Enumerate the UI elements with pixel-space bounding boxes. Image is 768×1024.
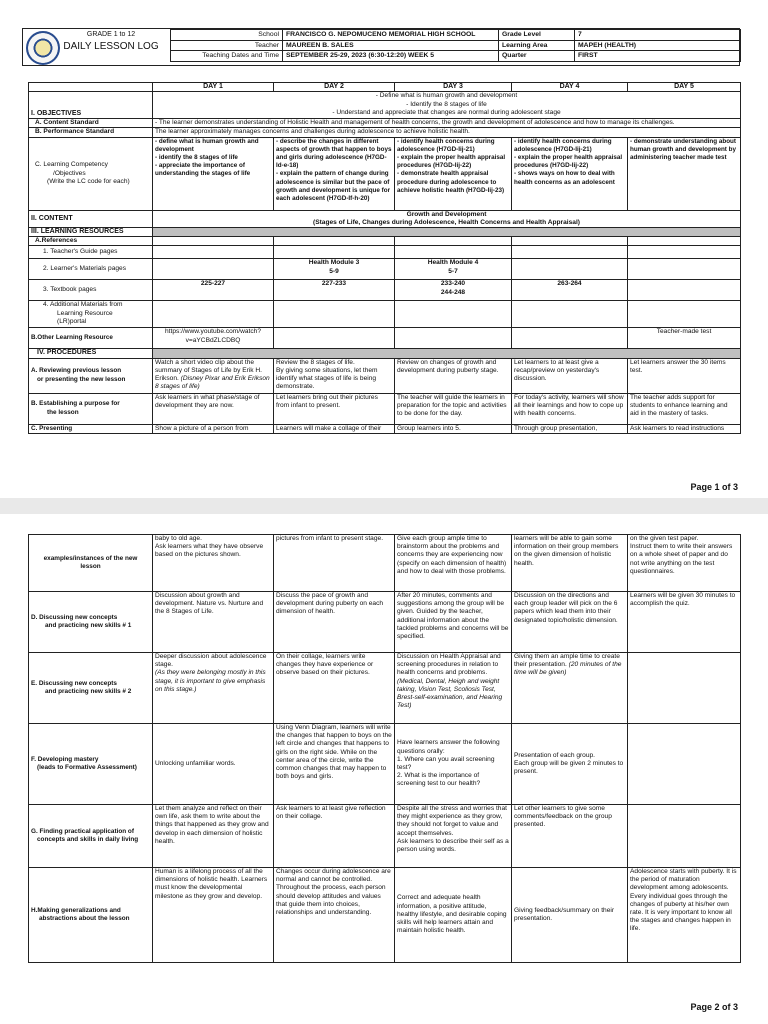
procedure-f-label-1: F. Developing mastery xyxy=(31,755,99,763)
ref-d2 xyxy=(274,237,395,246)
competency-label-2: /Objectives xyxy=(53,169,86,177)
procedure-f-day-1: Unlocking unfamiliar words. xyxy=(153,724,274,805)
doc-title: DAILY LESSON LOG xyxy=(63,41,159,52)
teacher-label: Teacher xyxy=(171,40,283,51)
day-1-header: DAY 1 xyxy=(153,83,274,92)
objectives-label: I. OBJECTIVES xyxy=(29,92,153,119)
procedure-a-day-1-italic: (Disney Pixar and Erik Erikson 8 stages of life) xyxy=(155,375,270,391)
procedure-d-day-1: Discussion about growth and development. Nature vs. Nurture and the 8 Stages of Life. xyxy=(153,592,274,653)
procedure-h-day-1: Human is a lifelong process of all the dimensions of holistic health. Learners must know the developmental milestone as they grow and develop. xyxy=(153,868,274,963)
procedure-e-day-5 xyxy=(628,653,741,724)
procedure-c2-day-5: on the given test paper. Instruct them to write their answers on a whole sheet of paper and do not write anything on the test questionnaires. xyxy=(628,535,741,592)
procedure-b-label-1: B. Establishing a purpose for xyxy=(31,400,120,408)
other-resource-label: B.Other Learning Resource xyxy=(29,328,153,349)
resources-shade xyxy=(153,228,741,237)
performance-standard-label: B. Performance Standard xyxy=(29,128,153,137)
content-line-2: (Stages of Life, Changes during Adolescence, Health Concerns and Health Appraisal) xyxy=(313,218,580,226)
additional-label xyxy=(29,301,153,328)
other-resource-row xyxy=(29,328,741,349)
content-text xyxy=(153,210,741,227)
procedure-e-day-1-text: Deeper discussion about adolescence stage. xyxy=(155,653,267,669)
objectives-text xyxy=(153,92,741,119)
procedure-c-cont-row xyxy=(29,535,741,592)
objective-2: - Identify the 8 stages of life xyxy=(406,100,487,108)
procedure-c-day-1: Show a picture of a person from xyxy=(153,424,274,433)
tg-d3 xyxy=(395,246,512,259)
procedure-h-day-2: Changes occur during adolescence are normal and cannot be controlled. Throughout the process, each person should develop attitudes and values that guide them into choices, relationships and understanding. xyxy=(274,868,395,963)
procedure-c-cont-label-1: examples/instances of the new xyxy=(43,554,138,562)
ref-d3 xyxy=(395,237,512,246)
tb-d3-a: 233-240 xyxy=(440,280,466,288)
procedure-e-row xyxy=(29,653,741,724)
competency-label xyxy=(29,137,153,210)
add-d4 xyxy=(512,301,628,328)
tg-d4 xyxy=(512,246,628,259)
lm-d3 xyxy=(395,259,512,280)
competency-label-3: (Write the LC code for each) xyxy=(47,177,130,185)
add-d5 xyxy=(628,301,741,328)
competency-label-1: C. Learning Competency xyxy=(35,161,108,169)
youtube-link-2[interactable]: v=aYCBdZLCDBQ xyxy=(185,336,241,344)
procedure-e-day-1-italic: (As they were belonging mostly in this stage, it is important to give emphasis on this stage.) xyxy=(155,669,266,693)
procedure-a-label xyxy=(29,358,153,393)
procedure-c-day-4: Through group presentation, xyxy=(512,424,628,433)
procedure-a-label-2: or presenting the new lesson xyxy=(37,375,126,383)
procedure-d-day-3: After 20 minutes, comments and suggestions among the group will be given. Guided by the teacher, additional information about the tackled problems and concerns will be specified. xyxy=(395,592,512,653)
procedure-b-day-5: The teacher adds support for students to enhance learning and aid in the mastery of tasks. xyxy=(628,393,741,424)
page-2 xyxy=(0,514,768,1024)
procedure-h-day-4: Giving feedback/summary on their presentation. xyxy=(512,868,628,963)
title-block xyxy=(62,31,160,52)
objectives-row xyxy=(29,92,741,119)
procedure-g-day-5 xyxy=(628,805,741,868)
procedure-g-label-2: concepts and skills in daily living xyxy=(37,836,139,843)
procedure-c-day-3: Group learners into 5. xyxy=(395,424,512,433)
competency-day-3: - identify health concerns during adolescence (H7GD-Iij-21) - explain the proper health appraisal procedures (H7GD-Iij-22) - demonstrate health appraisal procedure during adolescence to achieve holistic health (H7GD-Iij-23) xyxy=(395,137,512,210)
content-standard-row xyxy=(29,119,741,128)
procedure-h-label-1: H.Making generalizations and xyxy=(31,906,121,914)
lm-label: 2. Learner's Materials pages xyxy=(29,259,153,280)
lesson-table-page-1 xyxy=(28,82,741,434)
procedure-a-day-1-text: Watch a short video clip about the summary of Stages of Life by Erik H. Erikson. xyxy=(155,358,263,383)
lm-d3-module: Health Module 4 xyxy=(427,259,479,267)
grade-level-label: Grade Level xyxy=(499,30,575,41)
procedure-b-label xyxy=(29,393,153,424)
references-label: A.References xyxy=(29,237,153,246)
lm-row xyxy=(29,259,741,280)
procedure-g-label xyxy=(29,805,153,868)
additional-label-1: 4. Additional Materials from xyxy=(43,301,123,309)
other-d5: Teacher-made test xyxy=(628,328,741,349)
procedure-g-row xyxy=(29,805,741,868)
page-number-1: Page 1 of 3 xyxy=(690,482,738,492)
procedure-e-label-1: E. Discussing new concepts xyxy=(31,679,117,687)
procedure-e-day-3 xyxy=(395,653,512,724)
procedure-b-day-4: For today's activity, learners will show all their learnings and how to cope up with health concerns. xyxy=(512,393,628,424)
competency-day-1: - define what is human growth and development - identify the 8 stages of life - appreciate the importance of understanding the stages of life xyxy=(153,137,274,210)
teacher-value: MAUREEN B. SALES xyxy=(283,40,499,51)
procedure-c2-day-4: learners will be able to gain some information on their group members on the given dimension of holistic health. xyxy=(512,535,628,592)
procedure-a-day-5: Let learners answer the 30 items test. xyxy=(628,358,741,393)
procedure-c2-day-2: pictures from infant to present stage. xyxy=(274,535,395,592)
lm-d5 xyxy=(628,259,741,280)
other-d1[interactable] xyxy=(153,328,274,349)
learning-area-value: MAPEH (HEALTH) xyxy=(575,40,741,51)
procedure-g-day-4: Let other learners to give some comments/feedback on the group presented. xyxy=(512,805,628,868)
tg-d1 xyxy=(153,246,274,259)
learning-area-label: Learning Area xyxy=(499,40,575,51)
tb-d3-b: 244-248 xyxy=(440,288,466,296)
procedure-b-day-1: Ask learners in what phase/stage of development they are now. xyxy=(153,393,274,424)
resources-row xyxy=(29,228,741,237)
dates-value: SEPTEMBER 25-29, 2023 (6:30-12:20) WEEK 5 xyxy=(283,51,499,62)
other-d2 xyxy=(274,328,395,349)
procedure-b-day-3: The teacher will guide the learners in preparation for the topic and activities to be done for the day. xyxy=(395,393,512,424)
performance-standard-text: The learner approximately manages concerns and challenges during adolescence to achieve holistic health. xyxy=(153,128,741,137)
procedure-c-day-2: Learners will make a collage of their xyxy=(274,424,395,433)
references-row xyxy=(29,237,741,246)
procedure-c-cont-label-2: lesson xyxy=(80,563,101,570)
day-2-header: DAY 2 xyxy=(274,83,395,92)
page-number-2: Page 2 of 3 xyxy=(690,1002,738,1012)
procedure-e-label xyxy=(29,653,153,724)
grade-range: GRADE 1 to 12 xyxy=(86,31,136,38)
procedure-a-day-2: Review the 8 stages of life. By giving some situations, let them identify what stages of life is being demonstrate. xyxy=(274,358,395,393)
additional-row xyxy=(29,301,741,328)
other-d4 xyxy=(512,328,628,349)
procedure-e-day-1 xyxy=(153,653,274,724)
tb-d2: 227-233 xyxy=(274,280,395,301)
procedure-d-label xyxy=(29,592,153,653)
procedure-h-label xyxy=(29,868,153,963)
procedure-d-day-4: Discussion on the directions and each group leader will pick on the 6 papers which lead them into their designated topic/holistic dimension. xyxy=(512,592,628,653)
tg-label: 1. Teacher's Guide pages xyxy=(29,246,153,259)
procedure-b-row xyxy=(29,393,741,424)
procedure-d-day-2: Discuss the pace of growth and development during puberty on each dimension of health. xyxy=(274,592,395,653)
tb-label: 3. Textbook pages xyxy=(29,280,153,301)
procedure-e-day-4-text: Giving them an ample time to create their presentation. xyxy=(514,653,620,669)
procedure-f-day-3: Have learners answer the following questions orally: 1. Where can you avail screening test? 2. What is the importance of screening test to our health? xyxy=(395,724,512,805)
lm-d3-pages: 5-7 xyxy=(448,267,458,275)
add-d3 xyxy=(395,301,512,328)
lesson-table-page-2 xyxy=(28,534,741,963)
ref-d4 xyxy=(512,237,628,246)
procedure-e-label-2: and practicing new skills # 2 xyxy=(45,688,132,695)
tg-d5 xyxy=(628,246,741,259)
dates-label: Teaching Dates and Time xyxy=(171,51,283,62)
day-header-row xyxy=(29,83,741,92)
lm-d4 xyxy=(512,259,628,280)
additional-label-2: Learning Resource xyxy=(57,309,113,317)
procedure-a-label-1: A. Reviewing previous lesson xyxy=(31,367,122,375)
procedure-g-day-1: Let them analyze and reflect on their own life, ask them to write about the things that happened as they grow and develop in each dimension of holistic health. xyxy=(153,805,274,868)
procedure-d-day-5: Learners will be given 30 minutes to accomplish the quiz. xyxy=(628,592,741,653)
youtube-link-1[interactable]: https://www.youtube.com/watch? xyxy=(164,328,262,336)
procedure-c2-day-3: Give each group ample time to brainstorm about the problems and concerns they are experiencing now (specify on each dimension of health) and how to deal with those problems. xyxy=(395,535,512,592)
procedure-d-label-1: D. Discussing new concepts xyxy=(31,613,118,621)
performance-standard-row xyxy=(29,128,741,137)
objective-1: - Define what is human growth and development xyxy=(375,92,518,100)
objective-3: - Understand and appreciate that changes are normal during adolescent stage xyxy=(332,109,561,117)
procedure-d-row xyxy=(29,592,741,653)
content-row xyxy=(29,210,741,227)
procedure-f-day-4: Presentation of each group. Each group will be given 2 minutes to present. xyxy=(512,724,628,805)
procedure-g-label-1: G. Finding practical application of xyxy=(31,827,134,835)
procedure-f-label xyxy=(29,724,153,805)
deped-seal-icon xyxy=(26,31,60,65)
lm-d2 xyxy=(274,259,395,280)
procedure-a-row xyxy=(29,358,741,393)
competency-row xyxy=(29,137,741,210)
procedure-c-label: C. Presenting xyxy=(29,424,153,433)
lm-d2-pages: 5-9 xyxy=(329,267,339,275)
procedure-a-day-3: Review on changes of growth and development during puberty stage. xyxy=(395,358,512,393)
page-gap xyxy=(0,498,768,514)
procedure-a-day-4: Let learners to at least give a recap/preview on yesterday's discussion. xyxy=(512,358,628,393)
lm-d2-module: Health Module 3 xyxy=(308,259,360,267)
content-standard-label: A. Content Standard xyxy=(29,119,153,128)
additional-label-3: (LR)portal xyxy=(57,317,87,325)
corner-cell xyxy=(29,83,153,92)
procedure-a-day-1 xyxy=(153,358,274,393)
competency-day-4: - identify health concerns during adolescence (H7GD-Iij-21) - explain the proper health appraisal procedures (H7GD-Iij-22) - shows ways on how to deal with health concerns as an adolescent xyxy=(512,137,628,210)
tb-d4: 263-264 xyxy=(512,280,628,301)
tb-d1: 225-227 xyxy=(153,280,274,301)
school-value: FRANCISCO G. NEPOMUCENO MEMORIAL HIGH SCHOOL xyxy=(283,30,499,41)
procedure-e-day-4 xyxy=(512,653,628,724)
procedure-e-day-4-italic: (20 minutes of the time will be given) xyxy=(514,661,622,677)
day-3-header: DAY 3 xyxy=(395,83,512,92)
day-5-header: DAY 5 xyxy=(628,83,741,92)
ref-d5 xyxy=(628,237,741,246)
add-d2 xyxy=(274,301,395,328)
content-line-1: Growth and Development xyxy=(406,210,487,218)
procedure-h-label-2: abstractions about the lesson xyxy=(39,915,130,922)
grade-level-value: 7 xyxy=(575,30,741,41)
procedure-c2-day-1: baby to old age. Ask learners what they have observe based on the pictures shown. xyxy=(153,535,274,592)
quarter-value: FIRST xyxy=(575,51,741,62)
other-d3 xyxy=(395,328,512,349)
procedure-f-day-5 xyxy=(628,724,741,805)
header-info-table xyxy=(170,29,741,62)
procedure-f-row xyxy=(29,724,741,805)
procedure-b-day-2: Let learners bring out their pictures from infant to present. xyxy=(274,393,395,424)
tb-d3 xyxy=(395,280,512,301)
content-label: II. CONTENT xyxy=(29,210,153,227)
procedure-e-day-3-italic: (Medical, Dental, Heigh and weight taking, Vision Test, Scoliosis Test, Brest-self-examination, and Hearing Test) xyxy=(397,677,503,710)
procedure-b-label-2: the lesson xyxy=(47,408,79,416)
content-standard-text: - The learner demonstrates understanding of Holistic Health and management of health concerns, the growth and development of adolescence and how to manage its challenges. xyxy=(153,119,741,128)
procedure-f-day-2: Using Venn Diagram, learners will write the changes that happen to boys on the left circle and changes that happens to girls on the right side. While on the center area of the circle, write the common changes that may happen to both boys and girls. xyxy=(274,724,395,805)
procedure-h-row xyxy=(29,868,741,963)
procedure-c-row xyxy=(29,424,741,433)
procedure-c-day-5: Ask learners to read instructions xyxy=(628,424,741,433)
lm-d1 xyxy=(153,259,274,280)
day-4-header: DAY 4 xyxy=(512,83,628,92)
procedure-e-day-3-text: Discussion on Health Appraisal and screening procedures in relation to health concerns and problems. xyxy=(397,653,501,677)
procedure-e-day-2: On their collage, learners write changes they have experience or observe based on their pictures. xyxy=(274,653,395,724)
procedure-d-label-2: and practicing new skills # 1 xyxy=(45,622,132,629)
page-1 xyxy=(0,0,768,498)
procedure-h-day-5: Adolescence starts with puberty. It is the period of maturation development among adolescents. Every individual goes through the changes of puberty at his/her own rate. It is very important to know all the stages and changes happen in life. xyxy=(628,868,741,963)
procedure-h-day-3: Correct and adequate health information, a positive attitude, healthy lifestyle, and desirable coping skills will help learners attain and maintain holistic health. xyxy=(395,868,512,963)
procedure-g-day-2: Ask learners to at least give reflection on their collage. xyxy=(274,805,395,868)
resources-label: III. LEARNING RESOURCES xyxy=(29,228,153,237)
competency-day-2: - describe the changes in different aspects of growth that happen to boys and girls during adolescence (H7GD-Id-e-18) - explain the pattern of change during adolescence is similar but the pace of growth and development is unique for each adolescent (H7GD-If-h-20) xyxy=(274,137,395,210)
quarter-label: Quarter xyxy=(499,51,575,62)
procedure-g-day-3: Despite all the stress and worries that they might experience as they grow, they should not forget to value and accept themselves. Ask learners to describe their self as a person using words. xyxy=(395,805,512,868)
ref-d1 xyxy=(153,237,274,246)
tb-row xyxy=(29,280,741,301)
competency-day-5: - demonstrate understanding about human growth and development by administering teacher made test xyxy=(628,137,741,210)
add-d1 xyxy=(153,301,274,328)
procedure-c-cont-label xyxy=(29,535,153,592)
procedures-row xyxy=(29,349,741,358)
tg-d2 xyxy=(274,246,395,259)
tb-d5 xyxy=(628,280,741,301)
school-label: School xyxy=(171,30,283,41)
procedure-f-label-2: (leads to Formative Assessment) xyxy=(37,764,137,771)
tg-row xyxy=(29,246,741,259)
procedures-label: IV. PROCEDURES xyxy=(29,349,153,358)
procedures-shade xyxy=(153,349,741,358)
